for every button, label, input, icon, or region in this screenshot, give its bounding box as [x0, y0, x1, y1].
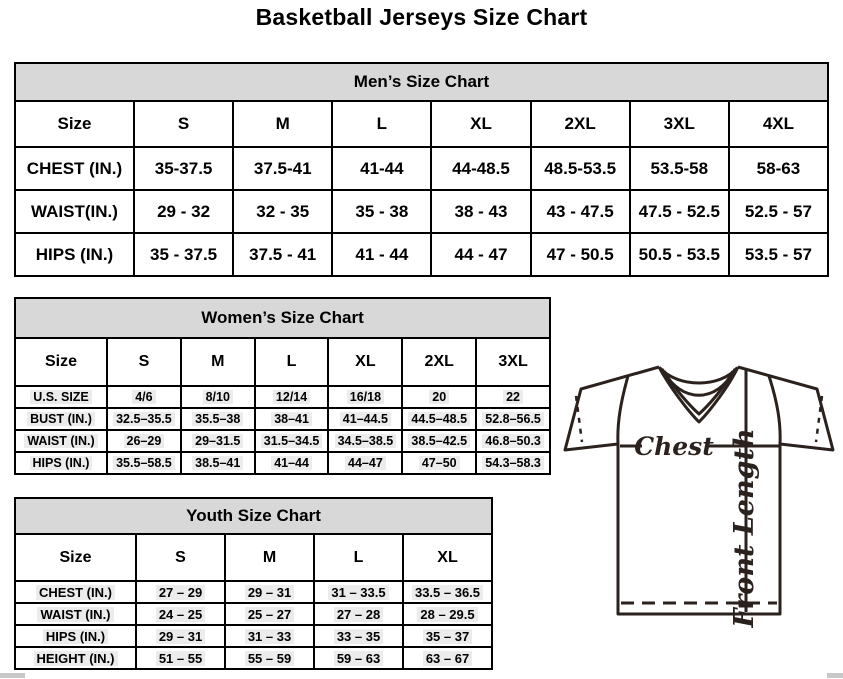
column-header: L: [332, 101, 431, 147]
cell-value: 50.5 - 53.5: [630, 233, 729, 276]
cell-value: 31.5–34.5: [255, 430, 329, 452]
mens-size-table: [14, 100, 829, 277]
cell-value: 41–44.5: [328, 408, 402, 430]
cell-value: 51 – 55: [136, 647, 225, 669]
column-header: S: [136, 534, 225, 581]
row-label: CHEST (IN.): [15, 147, 134, 190]
cell-value: 31 – 33: [225, 625, 314, 647]
column-header: XL: [403, 534, 492, 581]
cell-value: 53.5 - 57: [729, 233, 828, 276]
womens-size-table: [14, 337, 551, 475]
chest-label: Chest: [634, 432, 714, 461]
page-title: Basketball Jerseys Size Chart: [255, 4, 588, 30]
cell-value: 29–31.5: [181, 430, 255, 452]
mens-size-chart: [14, 62, 829, 277]
column-header: M: [181, 338, 255, 386]
cell-value: 54.3–58.3: [476, 452, 550, 474]
cell-value: 31 – 33.5: [314, 581, 403, 603]
cell-value: 28 – 29.5: [403, 603, 492, 625]
womens-chart-title: Women’s Size Chart: [14, 297, 551, 337]
cell-value: 35 - 38: [332, 190, 431, 233]
table-row: [15, 233, 828, 276]
scrollbar-fragment-right[interactable]: [827, 673, 843, 678]
scrollbar-fragment-left[interactable]: [0, 673, 25, 678]
row-label: HEIGHT (IN.): [15, 647, 136, 669]
column-header: XL: [328, 338, 402, 386]
jersey-right-armhole-seam: [769, 376, 780, 444]
cell-value: 26–29: [107, 430, 181, 452]
row-label: CHEST (IN.): [15, 581, 136, 603]
column-header: M: [225, 534, 314, 581]
table-row: [15, 603, 492, 625]
row-label: HIPS (IN.): [15, 233, 134, 276]
front-length-label: Front Length: [729, 428, 760, 628]
cell-value: 35 – 37: [403, 625, 492, 647]
cell-value: 38.5–41: [181, 452, 255, 474]
cell-value: 59 – 63: [314, 647, 403, 669]
cell-value: 44–47: [328, 452, 402, 474]
table-row: [15, 190, 828, 233]
jersey-outline: [565, 367, 833, 614]
header-row: [15, 338, 550, 386]
cell-value: 35-37.5: [134, 147, 233, 190]
cell-value: 29 – 31: [136, 625, 225, 647]
cell-value: 33 – 35: [314, 625, 403, 647]
cell-value: 22: [476, 386, 550, 408]
youth-chart-title: Youth Size Chart: [14, 497, 493, 533]
header-row: [15, 101, 828, 147]
cell-value: 38–41: [255, 408, 329, 430]
row-label: WAIST(IN.): [15, 190, 134, 233]
cell-value: 20: [402, 386, 476, 408]
table-row: [15, 386, 550, 408]
cell-value: 47–50: [402, 452, 476, 474]
column-header: 3XL: [630, 101, 729, 147]
column-header: Size: [15, 338, 107, 386]
table-row: [15, 452, 550, 474]
cell-value: 34.5–38.5: [328, 430, 402, 452]
cell-value: 35 - 37.5: [134, 233, 233, 276]
cell-value: 41-44: [332, 147, 431, 190]
cell-value: 37.5-41: [233, 147, 332, 190]
cell-value: 32.5–35.5: [107, 408, 181, 430]
cell-value: 38.5–42.5: [402, 430, 476, 452]
cell-value: 35.5–38: [181, 408, 255, 430]
cell-value: 52.8–56.5: [476, 408, 550, 430]
cell-value: 44 - 47: [431, 233, 530, 276]
row-label: BUST (IN.): [15, 408, 107, 430]
cell-value: 12/14: [255, 386, 329, 408]
column-header: L: [314, 534, 403, 581]
jersey-measurement-diagram: [556, 356, 842, 628]
column-header: 2XL: [531, 101, 630, 147]
column-header: Size: [15, 101, 134, 147]
cell-value: 43 - 47.5: [531, 190, 630, 233]
cell-value: 27 – 28: [314, 603, 403, 625]
cell-value: 29 - 32: [134, 190, 233, 233]
row-label: WAIST (IN.): [15, 603, 136, 625]
cell-value: 25 – 27: [225, 603, 314, 625]
cell-value: 58-63: [729, 147, 828, 190]
cell-value: 24 – 25: [136, 603, 225, 625]
column-header: 2XL: [402, 338, 476, 386]
row-label: HIPS (IN.): [15, 452, 107, 474]
column-header: Size: [15, 534, 136, 581]
column-header: S: [107, 338, 181, 386]
mens-chart-title: Men’s Size Chart: [14, 62, 829, 100]
column-header: M: [233, 101, 332, 147]
cell-value: 32 - 35: [233, 190, 332, 233]
cell-value: 63 – 67: [403, 647, 492, 669]
cell-value: 46.8–50.3: [476, 430, 550, 452]
cell-value: 44.5–48.5: [402, 408, 476, 430]
column-header: 4XL: [729, 101, 828, 147]
cell-value: 33.5 – 36.5: [403, 581, 492, 603]
cell-value: 44-48.5: [431, 147, 530, 190]
cell-value: 35.5–58.5: [107, 452, 181, 474]
womens-size-chart: [14, 297, 551, 475]
cell-value: 27 – 29: [136, 581, 225, 603]
cell-value: 41–44: [255, 452, 329, 474]
row-label: U.S. SIZE: [15, 386, 107, 408]
table-row: [15, 430, 550, 452]
cell-value: 8/10: [181, 386, 255, 408]
cell-value: 47.5 - 52.5: [630, 190, 729, 233]
header-row: [15, 534, 492, 581]
table-row: [15, 647, 492, 669]
cell-value: 48.5-53.5: [531, 147, 630, 190]
column-header: XL: [431, 101, 530, 147]
row-label: WAIST (IN.): [15, 430, 107, 452]
row-label: HIPS (IN.): [15, 625, 136, 647]
cell-value: 16/18: [328, 386, 402, 408]
cell-value: 52.5 - 57: [729, 190, 828, 233]
cell-value: 29 – 31: [225, 581, 314, 603]
table-row: [15, 147, 828, 190]
cell-value: 55 – 59: [225, 647, 314, 669]
table-row: [15, 625, 492, 647]
youth-size-table: [14, 533, 493, 670]
jersey-left-armhole-seam: [618, 376, 628, 444]
cell-value: 38 - 43: [431, 190, 530, 233]
cell-value: 37.5 - 41: [233, 233, 332, 276]
cell-value: 47 - 50.5: [531, 233, 630, 276]
cell-value: 4/6: [107, 386, 181, 408]
table-row: [15, 408, 550, 430]
column-header: 3XL: [476, 338, 550, 386]
cell-value: 53.5-58: [630, 147, 729, 190]
cell-value: 41 - 44: [332, 233, 431, 276]
jersey-diagram-svg: [556, 356, 842, 628]
column-header: S: [134, 101, 233, 147]
column-header: L: [255, 338, 329, 386]
youth-size-chart: [14, 497, 493, 670]
table-row: [15, 581, 492, 603]
